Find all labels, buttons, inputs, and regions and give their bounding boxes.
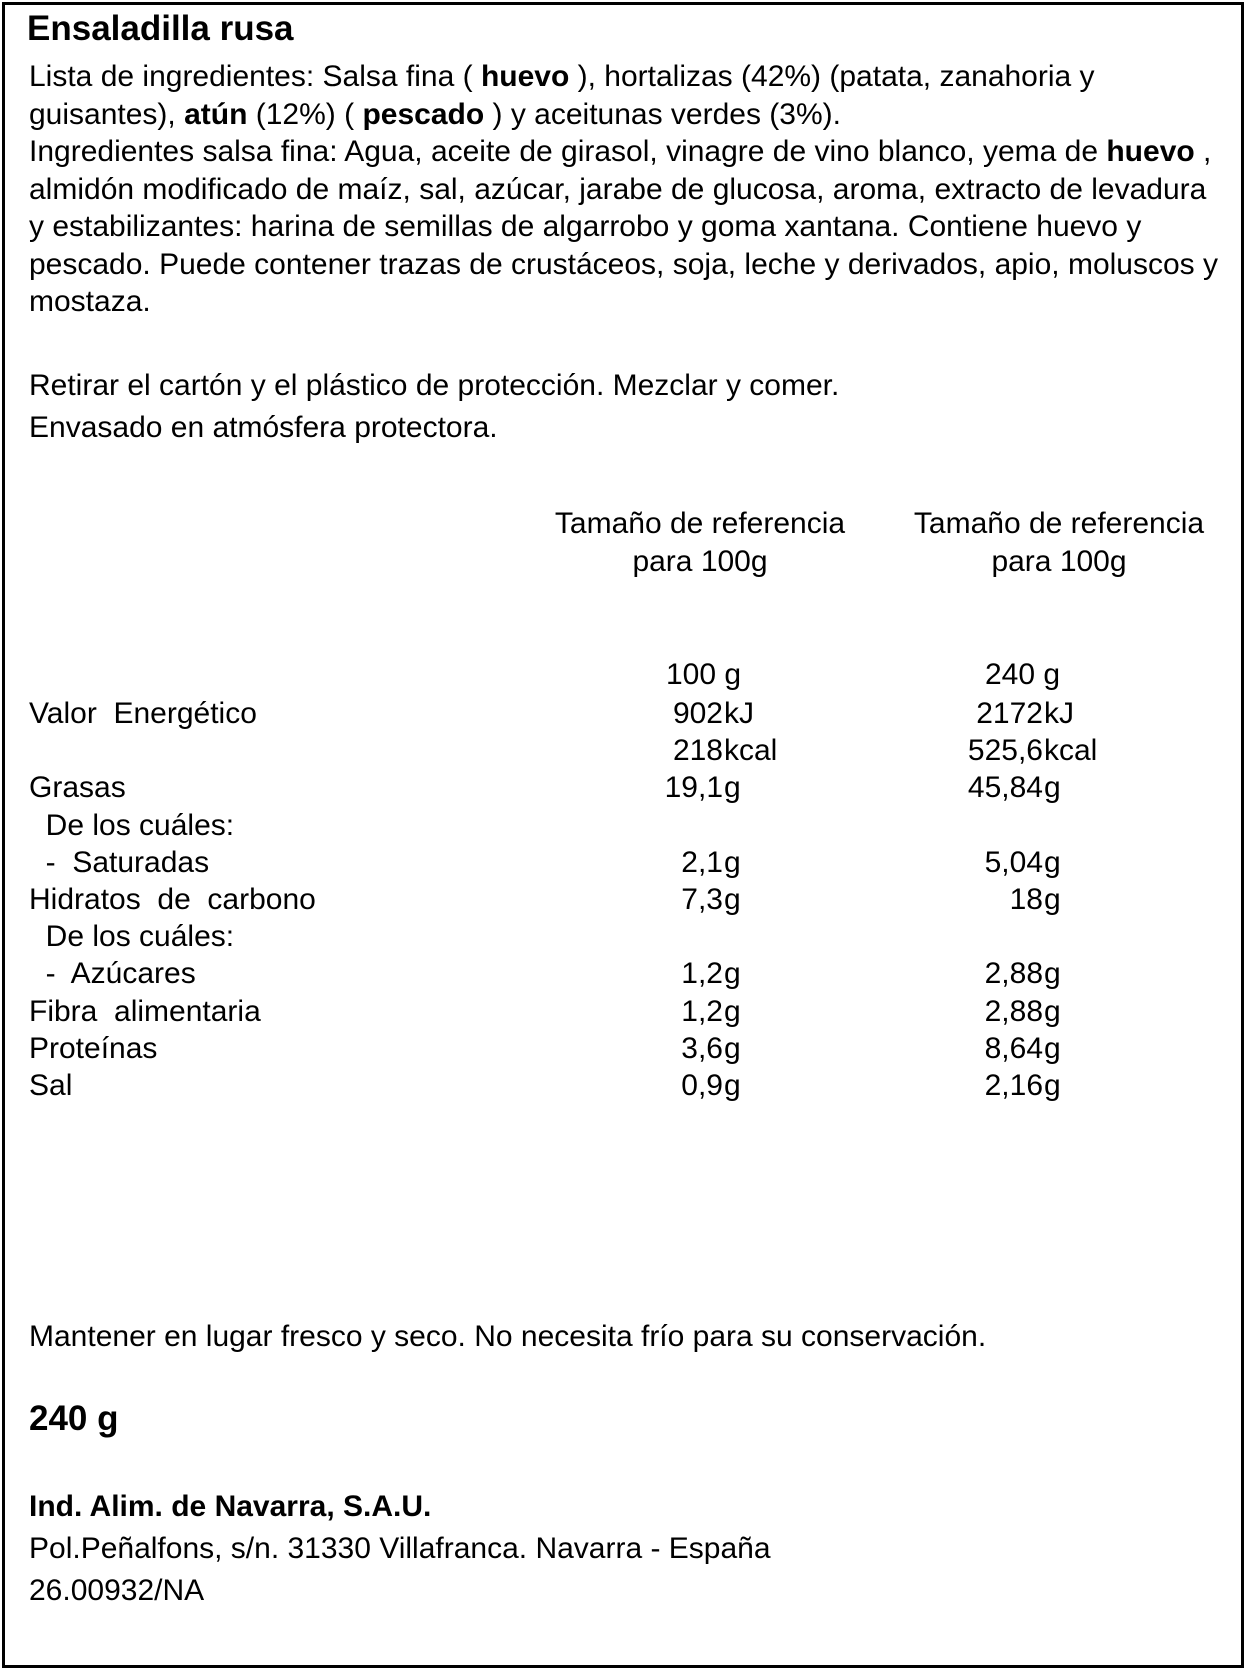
- nutrient-label: Proteínas: [29, 1032, 158, 1065]
- nutrient-value-per-100g: 902: [672, 697, 723, 730]
- nutrient-label: De los cuáles:: [29, 809, 235, 842]
- nutrient-unit-per-240g: g: [1044, 1069, 1061, 1102]
- ingredient-text: Lista de ingredientes: Salsa fina (: [29, 60, 481, 93]
- preparation-instructions: Retirar el cartón y el plástico de protección. Mezclar y comer.: [29, 369, 840, 402]
- allergen-text: atún: [184, 97, 248, 131]
- nutrient-label: De los cuáles:: [29, 920, 235, 953]
- nutrient-value-per-240g: 2,16: [984, 1069, 1043, 1102]
- column-header-1-line2: para 100g: [632, 545, 768, 578]
- nutrient-value-per-240g: 45,84: [967, 771, 1043, 804]
- nutrient-unit-per-100g: g: [724, 1032, 741, 1065]
- nutrient-unit-per-100g: g: [724, 957, 741, 990]
- nutrient-unit-per-100g: g: [724, 771, 741, 804]
- ingredient-text: , almidón modificado de maíz, sal, azúcar, jarabe de glucosa, aroma, extracto de levadura y estabilizantes: harina de semillas de algarrobo y goma xantana. Contiene huevo y pescado. Puede contener trazas de crustáceos, soja, leche y derivados, apio, moluscos y mostaza.: [29, 135, 1218, 318]
- nutrient-value-per-100g: 7,3: [681, 883, 723, 916]
- nutrient-value-per-100g: 218: [672, 734, 723, 767]
- nutrient-unit-per-100g: g: [724, 995, 741, 1028]
- nutrient-label: - Saturadas: [29, 846, 210, 879]
- allergen-text: pescado: [362, 97, 485, 131]
- nutrient-value-per-240g: 18: [1009, 883, 1043, 916]
- nutrient-value-per-240g: 2,88: [984, 957, 1043, 990]
- registry-number: 26.00932/NA: [29, 1574, 205, 1607]
- nutrient-value-per-100g: 3,6: [681, 1032, 723, 1065]
- product-title: Ensaladilla rusa: [27, 9, 294, 48]
- allergen-text: huevo: [480, 60, 570, 93]
- nutrient-value-per-240g: 2172: [976, 697, 1043, 730]
- manufacturer-address: Pol.Peñalfons, s/n. 31330 Villafranca. Navarra - España: [29, 1532, 771, 1565]
- nutrient-unit-per-100g: kcal: [724, 734, 778, 767]
- nutrient-unit-per-240g: g: [1044, 995, 1061, 1028]
- nutrient-value-per-100g: 1,2: [681, 995, 723, 1028]
- nutrient-unit-per-100g: g: [724, 1069, 741, 1102]
- nutrient-unit-per-100g: g: [724, 846, 741, 879]
- nutrient-value-per-100g: 2,1: [681, 846, 723, 879]
- ingredient-text: (12%) (: [247, 97, 363, 131]
- nutrient-label: Hidratos de carbono: [29, 883, 316, 916]
- nutrient-unit-per-100g: g: [724, 883, 741, 916]
- nutrient-unit-per-240g: g: [1044, 1032, 1061, 1065]
- nutrient-unit-per-240g: g: [1044, 771, 1061, 804]
- nutrient-label: Grasas: [29, 771, 126, 804]
- serving-size-2: 240 g: [985, 658, 1061, 691]
- nutrient-unit-per-240g: g: [1044, 883, 1061, 916]
- nutrient-label: Valor Energético: [29, 697, 257, 730]
- nutrient-value-per-240g: 2,88: [984, 995, 1043, 1028]
- nutrient-label: Sal: [29, 1069, 73, 1102]
- serving-size-1: 100 g: [666, 658, 742, 691]
- nutrient-value-per-100g: 19,1: [664, 771, 723, 804]
- column-header-1: [530, 505, 870, 581]
- column-header-2-line2: para 100g: [991, 545, 1127, 578]
- nutrient-unit-per-100g: kJ: [724, 697, 754, 730]
- packaging-note: Envasado en atmósfera protectora.: [29, 411, 498, 444]
- column-header-1-line1: Tamaño de referencia: [554, 507, 846, 540]
- nutrient-value-per-240g: 8,64: [984, 1032, 1043, 1065]
- nutrient-unit-per-240g: g: [1044, 846, 1061, 879]
- nutrient-label: Fibra alimentaria: [29, 995, 261, 1028]
- manufacturer-name: Ind. Alim. de Navarra, S.A.U.: [29, 1490, 432, 1523]
- nutrient-value-per-240g: 525,6: [967, 734, 1043, 767]
- product-label: [2, 2, 1244, 1668]
- storage-instructions: Mantener en lugar fresco y seco. No necesita frío para su conservación.: [29, 1320, 987, 1353]
- ingredient-text: Ingredientes salsa fina: Agua, aceite de girasol, vinagre de vino blanco, yema de: [29, 135, 1107, 168]
- nutrient-value-per-100g: 0,9: [681, 1069, 723, 1102]
- allergen-text: huevo: [1106, 135, 1195, 168]
- net-weight: 240 g: [29, 1399, 119, 1438]
- ingredient-text: ), hortalizas (42%) (patata, zanahoria y guisantes),: [29, 60, 1095, 131]
- column-header-2-line1: Tamaño de referencia: [913, 507, 1205, 540]
- nutrient-value-per-240g: 5,04: [984, 846, 1043, 879]
- nutrient-label: - Azúcares: [29, 957, 196, 990]
- nutrient-unit-per-240g: kcal: [1044, 734, 1098, 767]
- ingredient-text: ) y aceitunas verdes (3%).: [484, 97, 841, 131]
- nutrient-unit-per-240g: g: [1044, 957, 1061, 990]
- nutrient-unit-per-240g: kJ: [1044, 697, 1074, 730]
- ingredients-block: [29, 58, 1229, 321]
- ingredients-list: [29, 58, 1229, 133]
- sauce-ingredients: [29, 133, 1229, 321]
- nutrient-value-per-100g: 1,2: [681, 957, 723, 990]
- column-header-2: [889, 505, 1229, 581]
